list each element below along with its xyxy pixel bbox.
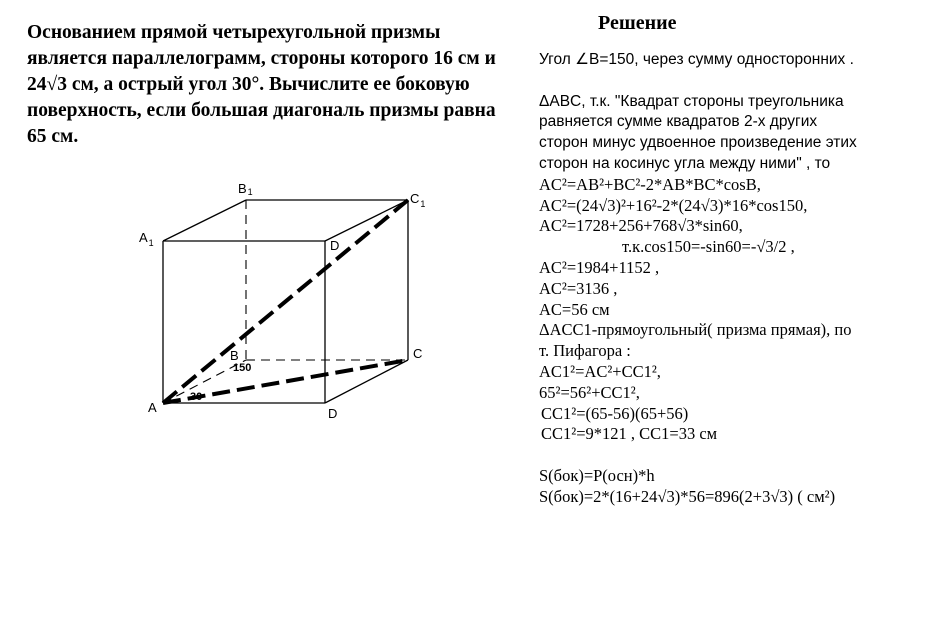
label-d: D xyxy=(328,406,338,421)
solution-title: Решение xyxy=(598,12,677,34)
problem-line: 24√3 см, а острый угол 30°. Вычислите ее боковую xyxy=(27,74,470,95)
label-d1: D xyxy=(330,238,340,253)
angle-b-label: 150 xyxy=(233,362,252,374)
solution-line: ΔACC1-прямоугольный( призма прямая), по xyxy=(539,320,852,340)
solution-line: т.к.cos150=-sin60=-√3/2 , xyxy=(622,237,795,257)
label-c: C xyxy=(413,346,423,361)
problem-line: Основанием прямой четырехугольной призмы xyxy=(27,22,441,43)
solution-line: AC²=(24√3)²+16²-2*(24√3)*16*cos150, xyxy=(539,195,808,215)
solution-line: равняется сумме квадратов 2-х других xyxy=(539,113,818,131)
solution-line: S(бок)=P(осн)*h xyxy=(539,465,655,485)
problem-line: 65 см. xyxy=(27,126,79,147)
solution-line: AC²=1728+256+768√3*sin60, xyxy=(539,216,743,236)
solution-line: сторон минус удвоенное произведение этих xyxy=(539,134,857,152)
solution-line: AC=56 см xyxy=(539,299,610,319)
label-b: B xyxy=(230,348,239,363)
edge-a1-b1 xyxy=(163,200,246,241)
solution-line: 65²=56²+CC1², xyxy=(539,382,640,402)
label-a: A xyxy=(148,400,157,415)
angle-a-label: 30 xyxy=(190,391,203,403)
solution-line: AC²=1984+1152 , xyxy=(539,257,660,277)
label-b1: B1 xyxy=(238,181,253,197)
problem-line: является параллелограмм, стороны которого 16 см и xyxy=(27,48,496,69)
solution-line: CC1²=9*121 , CC1=33 см xyxy=(541,424,718,444)
solution-line: сторон на косинус угла между ними" , то xyxy=(539,154,831,172)
solution-line: CC1²=(65-56)(65+56) xyxy=(541,403,689,423)
solution-line: AC1²=AC²+CC1², xyxy=(539,361,661,381)
solution-line: ΔABC, т.к. "Квадрат стороны треугольника xyxy=(539,92,844,110)
solution-line: Угол ∠B=150, через сумму односторонних . xyxy=(539,51,854,68)
solution-line: AC²=3136 , xyxy=(539,278,618,298)
solution-line: AC²=AB²+BC²-2*AB*BC*cosB, xyxy=(539,174,761,194)
diagonal-ac1 xyxy=(163,200,408,403)
solution-line: S(бок)=2*(16+24√3)*56=896(2+3√3) ( см²) xyxy=(539,486,836,506)
problem-line: поверхность, если большая диагональ призмы равна xyxy=(27,100,496,121)
label-a1: $A_1$ xyxy=(139,230,154,248)
label-c1: $C_1$ xyxy=(410,191,426,209)
solution-line: т. Пифагора : xyxy=(539,341,631,361)
